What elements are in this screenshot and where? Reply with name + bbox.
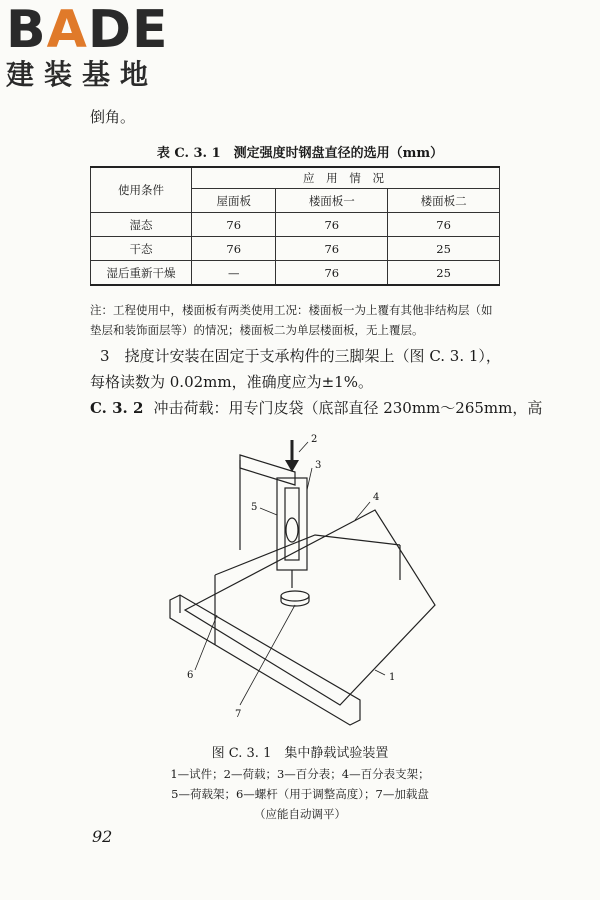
table-cell: 76: [276, 213, 388, 237]
figure-label: 7: [235, 709, 242, 720]
table-cell: 76: [276, 261, 388, 286]
table-cell: 25: [388, 237, 500, 261]
load-plate: [281, 591, 309, 601]
dial-gauge: [286, 518, 298, 542]
paragraph-3-line-1: 3 挠度计安装在固定于支承构件的三脚架上（图 C. 3. 1），: [100, 347, 501, 365]
figure-label: 5: [251, 502, 258, 513]
figure-label: 6: [187, 670, 194, 681]
column-header: 楼面板一: [276, 189, 388, 213]
table-cell: 76: [192, 237, 276, 261]
row-condition: 湿后重新干燥: [91, 261, 192, 286]
load-arrow: [285, 460, 299, 472]
figure-label: 4: [373, 492, 380, 503]
column-header: 楼面板二: [388, 189, 500, 213]
header-application: 应 用 情 况: [192, 167, 500, 189]
specimen-panel: [185, 510, 435, 705]
header-usage-condition: 使用条件: [91, 167, 192, 213]
figure-label: 2: [311, 434, 318, 445]
table-cell: 76: [192, 213, 276, 237]
table-note: 注：工程使用中，楼面板有两类使用工况：楼面板一为上覆有其他非结构层（如垫层和装饰面层等）的情况；楼面板二为单层楼面板，无上覆层。: [90, 303, 493, 337]
figure-caption: 图 C. 3. 1 集中静载试验装置: [211, 746, 389, 761]
section-number: C. 3. 2: [90, 399, 144, 417]
steel-disc-diameter-table: [90, 166, 500, 286]
test-apparatus-figure: [165, 430, 445, 730]
paragraph-3-line-2: 每格读数为 0.02mm，准确度应为±1%。: [90, 373, 373, 391]
table-caption: 表 C. 3. 1 测定强度时钢盘直径的选用（mm）: [156, 146, 444, 161]
row-condition: 湿态: [91, 213, 192, 237]
row-condition: 干态: [91, 237, 192, 261]
figure-label: 3: [315, 460, 322, 471]
figure-label: 1: [389, 672, 396, 683]
loading-frame: [277, 478, 307, 570]
figure-legend-line: 1—试件；2—荷载；3—百分表；4—百分表支架；: [170, 767, 430, 781]
page-number: 92: [92, 827, 113, 846]
table-row: [91, 261, 500, 286]
table-cell: —: [192, 261, 276, 286]
table-row: [91, 213, 500, 237]
table-header-row: [91, 167, 500, 189]
section-c32: [90, 397, 542, 418]
bade-logo: [6, 0, 176, 92]
logo-chinese-text: 建装基地: [6, 58, 159, 91]
column-header: 屋面板: [192, 189, 276, 213]
figure-legend-line: 5—荷载架；6—螺杆（用于调整高度）；7—加载盘: [171, 787, 429, 801]
table-cell: 76: [388, 213, 500, 237]
continuation-text: 倒角。: [90, 108, 136, 126]
section-text: 冲击荷载：用专门皮袋（底部直径 230mm～265mm，高: [153, 399, 543, 417]
loading-frame-top: [240, 455, 295, 485]
figure-legend-line: （应能自动调平）: [254, 807, 346, 821]
logo-mark: BADE: [6, 0, 169, 60]
table-row: [91, 237, 500, 261]
table-cell: 25: [388, 261, 500, 286]
table-cell: 76: [276, 237, 388, 261]
